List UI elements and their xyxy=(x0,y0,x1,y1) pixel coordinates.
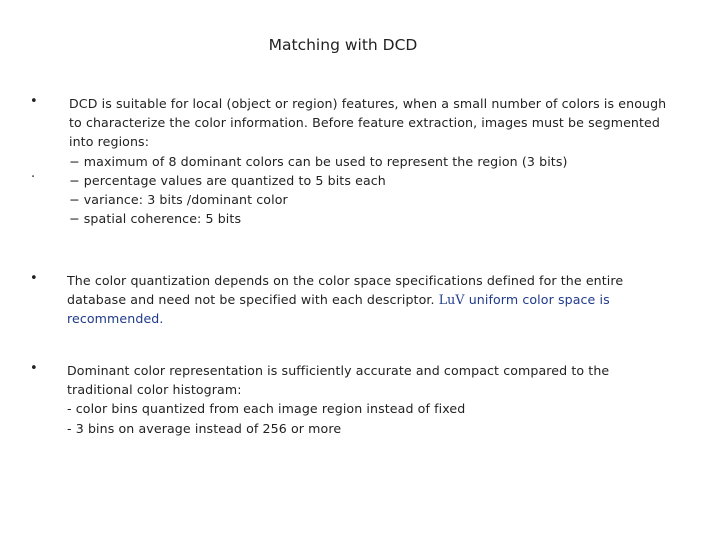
bullet-3-subitem: - color bins quantized from each image region instead of fixed xyxy=(67,401,466,417)
bullet-2 xyxy=(67,271,623,329)
bullet-1-line: DCD is suitable for local (object or region) features, when a small number of colors is enough xyxy=(69,96,667,111)
slide-title: Matching with DCD xyxy=(268,36,418,54)
bullet-3-line: traditional color histogram: xyxy=(67,382,242,398)
bullet-1-subitem: − percentage values are quantized to 5 bits each xyxy=(69,172,386,188)
bullet-1-line: into regions: xyxy=(69,134,150,150)
bullet-2-line xyxy=(67,290,623,309)
bullet-1-subitem: − maximum of 8 dominant colors can be used to represent the region (3 bits) xyxy=(69,153,568,169)
bullet-2-period: . xyxy=(159,311,164,327)
bullet-2-highlight: recommended xyxy=(67,311,160,327)
bullet-1 xyxy=(69,94,666,228)
bullet-2-line xyxy=(67,309,623,328)
bullet-2-text: database and need not be specified with each descriptor. xyxy=(67,292,435,308)
bullet-1-subitem: − spatial coherence: 5 bits xyxy=(69,211,242,227)
bullet-marker: • xyxy=(30,271,38,286)
stray-mark: . xyxy=(31,166,36,181)
bullet-marker: • xyxy=(30,361,38,376)
bullet-1-subitem: − variance: 3 bits /dominant color xyxy=(69,192,288,208)
bullet-3-line: Dominant color representation is sufficiently accurate and compact compared to the xyxy=(67,363,610,378)
bullet-marker: • xyxy=(30,94,38,109)
luv-term: LuV xyxy=(438,292,465,308)
bullet-3-subitem: - 3 bins on average instead of 256 or more xyxy=(67,420,342,436)
bullet-2-highlight: uniform color space is xyxy=(468,292,610,308)
bullet-2-line: The color quantization depends on the color space specifications defined for the entire xyxy=(67,273,624,288)
bullet-3 xyxy=(67,361,609,438)
bullet-1-line: to characterize the color information. Before feature extraction, images must be segmented xyxy=(69,115,660,131)
